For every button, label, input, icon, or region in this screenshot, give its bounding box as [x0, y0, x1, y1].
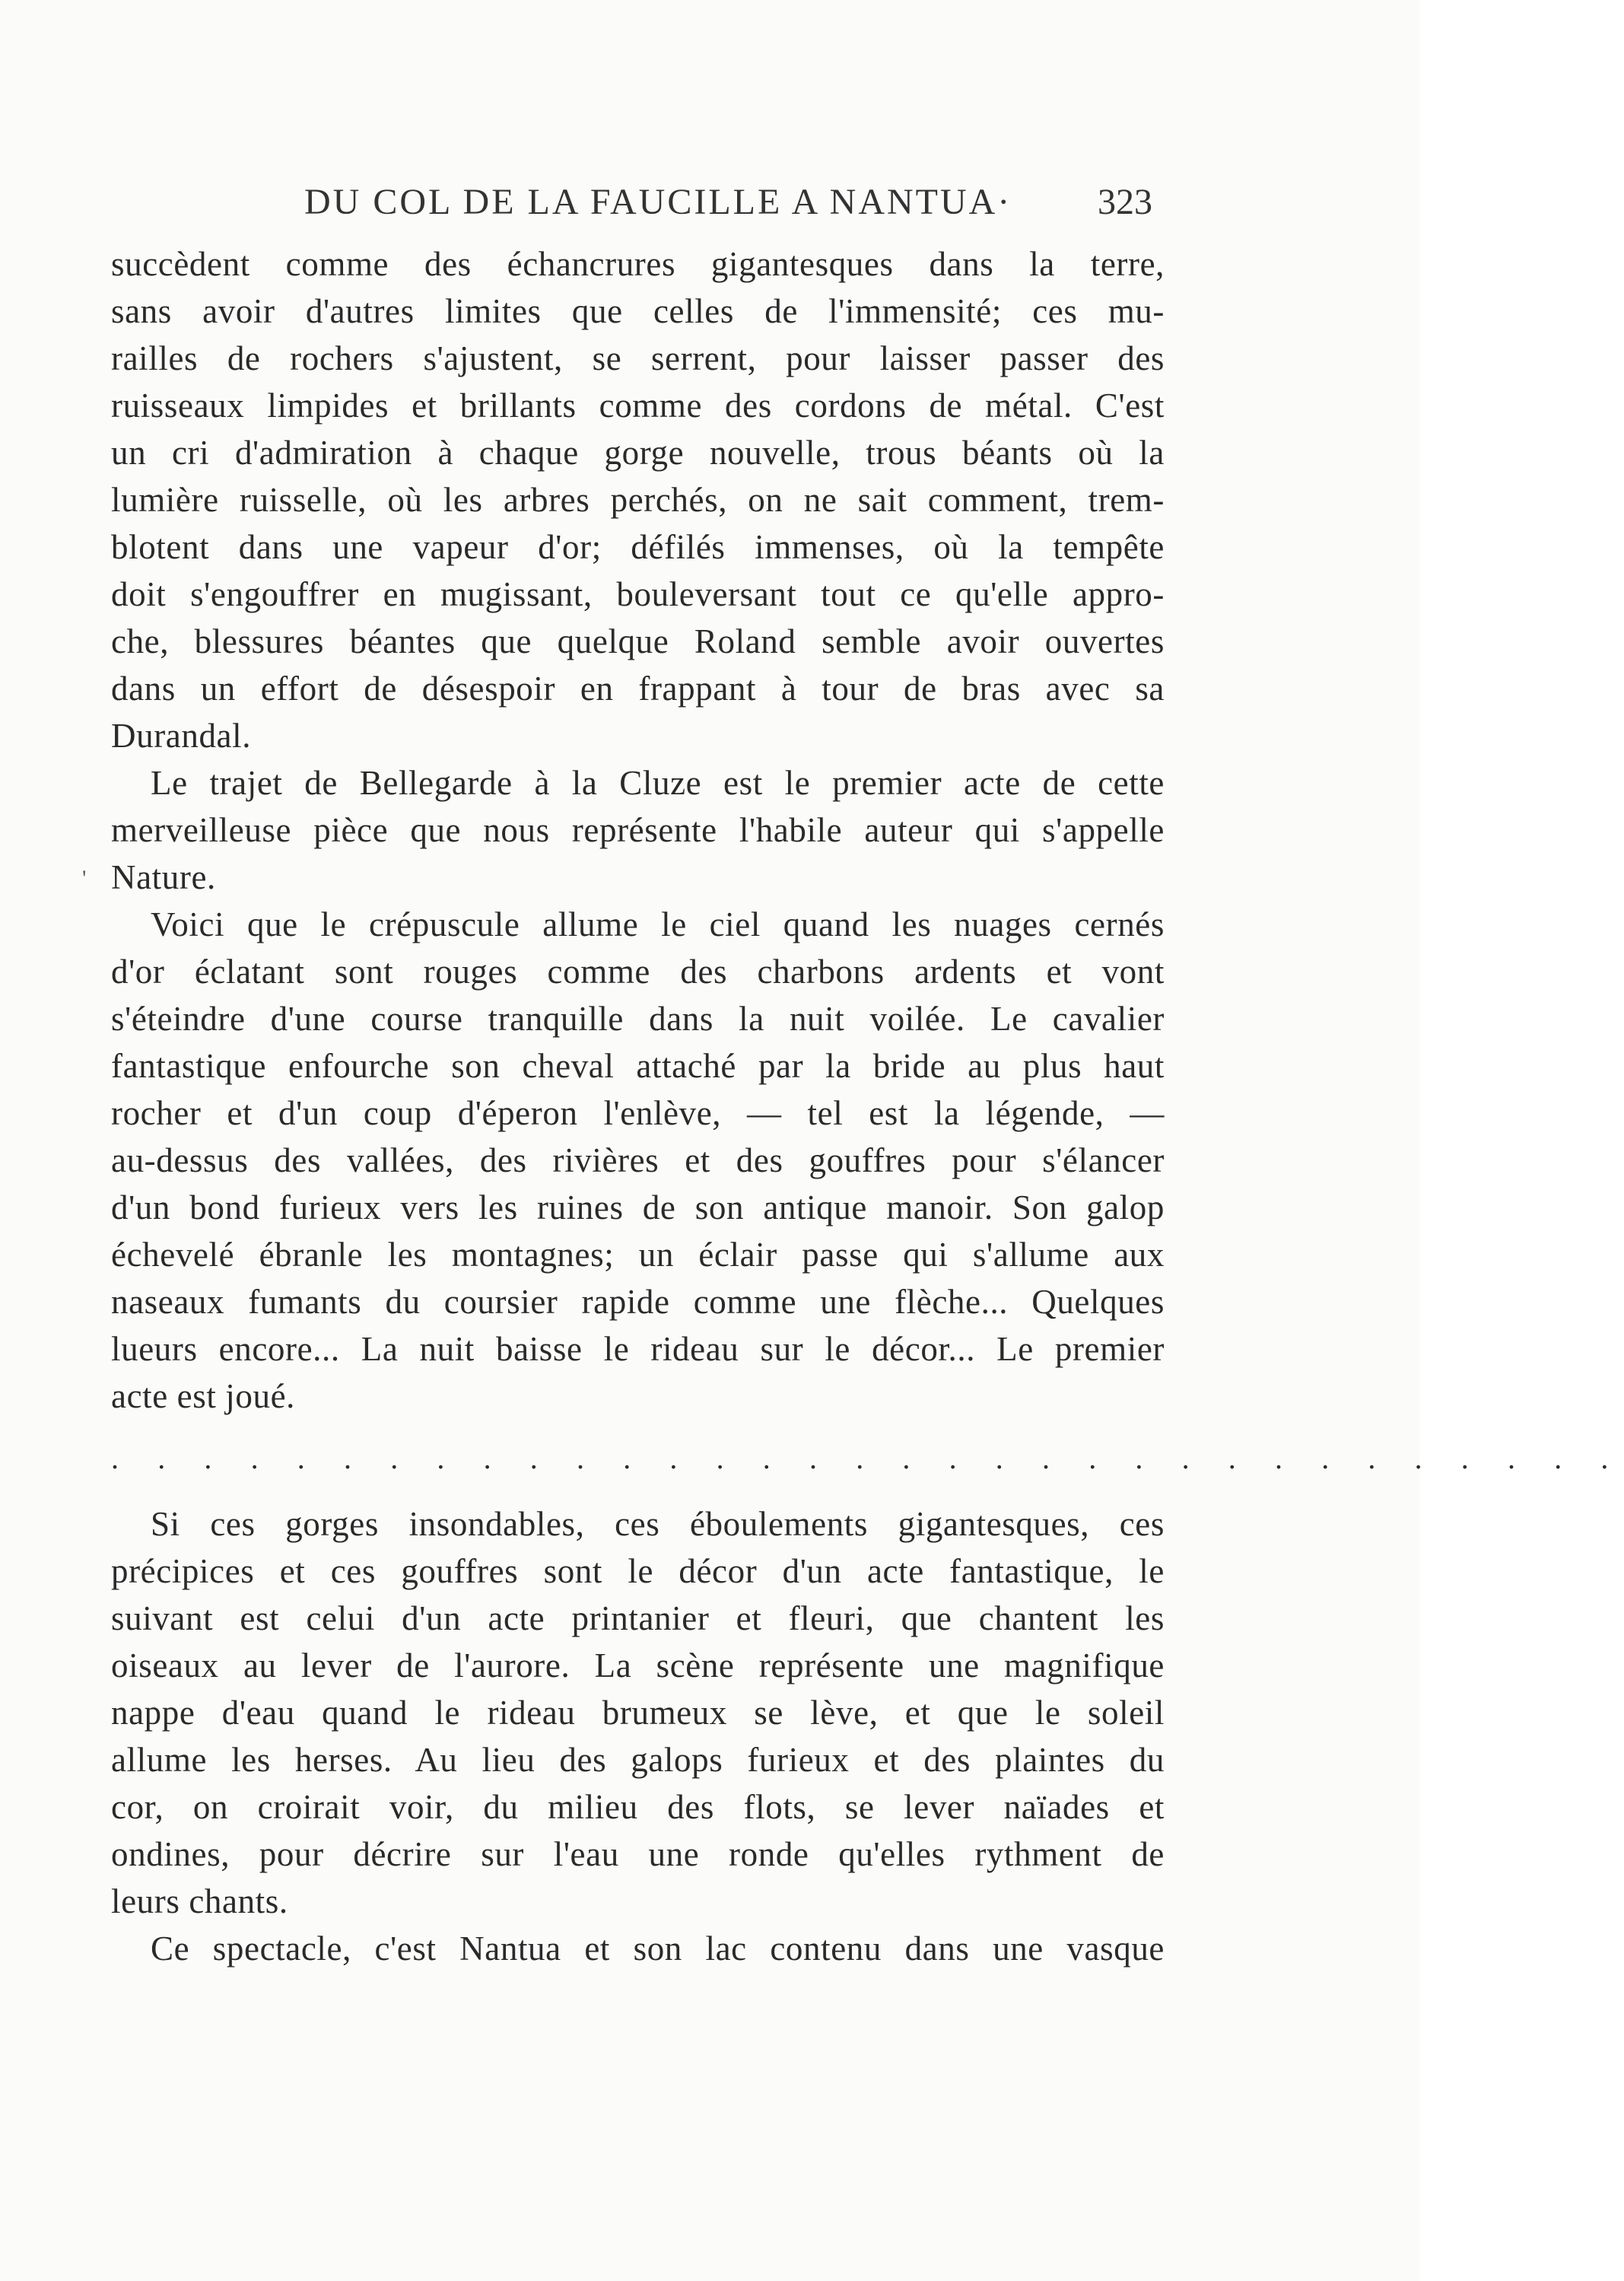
text-line: rocher et d'un coup d'éperon l'enlève, — tel est la légende, —: [111, 1094, 1165, 1132]
text-line: Ce spectacle, c'est Nantua et son lac contenu dans une vasque: [151, 1929, 1165, 1968]
text-line: Le trajet de Bellegarde à la Cluze est le premier acte de cette: [151, 764, 1165, 802]
text-line: merveilleuse pièce que nous représente l'habile auteur qui s'appelle: [111, 811, 1165, 849]
text-line: Si ces gorges insondables, ces éboulements gigantesques, ces: [151, 1505, 1165, 1543]
text-line: Durandal.: [111, 717, 252, 755]
text-line: suivant est celui d'un acte printanier et fleuri, que chantent les: [111, 1599, 1165, 1637]
text-line: sans avoir d'autres limites que celles de l'immensité; ces mu-: [111, 292, 1165, 330]
text-line: lueurs encore... La nuit baisse le rideau sur le décor... Le premier: [111, 1330, 1165, 1368]
body-text: [111, 240, 1624, 1972]
text-line: un cri d'admiration à chaque gorge nouvelle, trous béants où la: [111, 434, 1165, 472]
text-line: ondines, pour décrire sur l'eau une ronde qu'elles rythment de: [111, 1835, 1165, 1873]
text-line: dans un effort de désespoir en frappant à tour de bras avec sa: [111, 670, 1165, 708]
running-title: DU COL DE LA FAUCILLE A NANTUA·: [304, 182, 1012, 222]
text-line: Voici que le crépuscule allume le ciel quand les nuages cernés: [151, 905, 1165, 943]
text-line: nappe d'eau quand le rideau brumeux se lève, et que le soleil: [111, 1694, 1165, 1732]
paragraph-1: [111, 240, 1165, 759]
text-line: naseaux fumants du coursier rapide comme une flèche... Quelques: [111, 1283, 1165, 1321]
text-line: oiseaux au lever de l'aurore. La scène représente une magnifique: [111, 1646, 1165, 1685]
text-line: précipices et ces gouffres sont le décor d'un acte fantastique, le: [111, 1552, 1165, 1590]
text-line: Nature.: [111, 858, 216, 896]
text-line: allume les herses. Au lieu des galops furieux et des plaintes du: [111, 1741, 1165, 1779]
paragraph-5: [111, 1925, 1165, 1972]
text-line: s'éteindre d'une course tranquille dans la nuit voilée. Le cavalier: [111, 1000, 1165, 1038]
dotted-separator: . . . . . . . . . . . . . . . . . . . . . . . . . . . . . . . . .: [111, 1441, 1624, 1475]
margin-mark: ': [82, 866, 87, 891]
text-line: cor, on croirait voir, du milieu des flots, se lever naïades et: [111, 1788, 1165, 1826]
paragraph-4: [111, 1500, 1165, 1925]
page-header: [304, 181, 1152, 227]
text-line: lumière ruisselle, où les arbres perchés, on ne sait comment, trem-: [111, 481, 1165, 519]
text-line: au-dessus des vallées, des rivières et des gouffres pour s'élancer: [111, 1141, 1165, 1179]
paragraph-3: [111, 901, 1165, 1420]
text-line: acte est joué.: [111, 1377, 296, 1415]
text-line: che, blessures béantes que quelque Roland semble avoir ouvertes: [111, 622, 1165, 660]
text-line: leurs chants.: [111, 1882, 288, 1920]
text-line: fantastique enfourche son cheval attaché par la bride au plus haut: [111, 1047, 1165, 1085]
text-line: railles de rochers s'ajustent, se serrent, pour laisser passer des: [111, 339, 1165, 377]
text-line: d'or éclatant sont rouges comme des charbons ardents et vont: [111, 953, 1165, 991]
text-line: échevelé ébranle les montagnes; un éclair passe qui s'allume aux: [111, 1236, 1165, 1274]
text-line: d'un bond furieux vers les ruines de son antique manoir. Son galop: [111, 1188, 1165, 1226]
paragraph-2: [111, 759, 1165, 901]
text-line: ruisseaux limpides et brillants comme des cordons de métal. C'est: [111, 387, 1165, 425]
text-line: succèdent comme des échancrures gigantesques dans la terre,: [111, 245, 1165, 283]
text-line: doit s'engouffrer en mugissant, bouleversant tout ce qu'elle appro-: [111, 575, 1165, 613]
page-number: 323: [1098, 182, 1152, 222]
text-line: blotent dans une vapeur d'or; défilés immenses, où la tempête: [111, 528, 1165, 566]
